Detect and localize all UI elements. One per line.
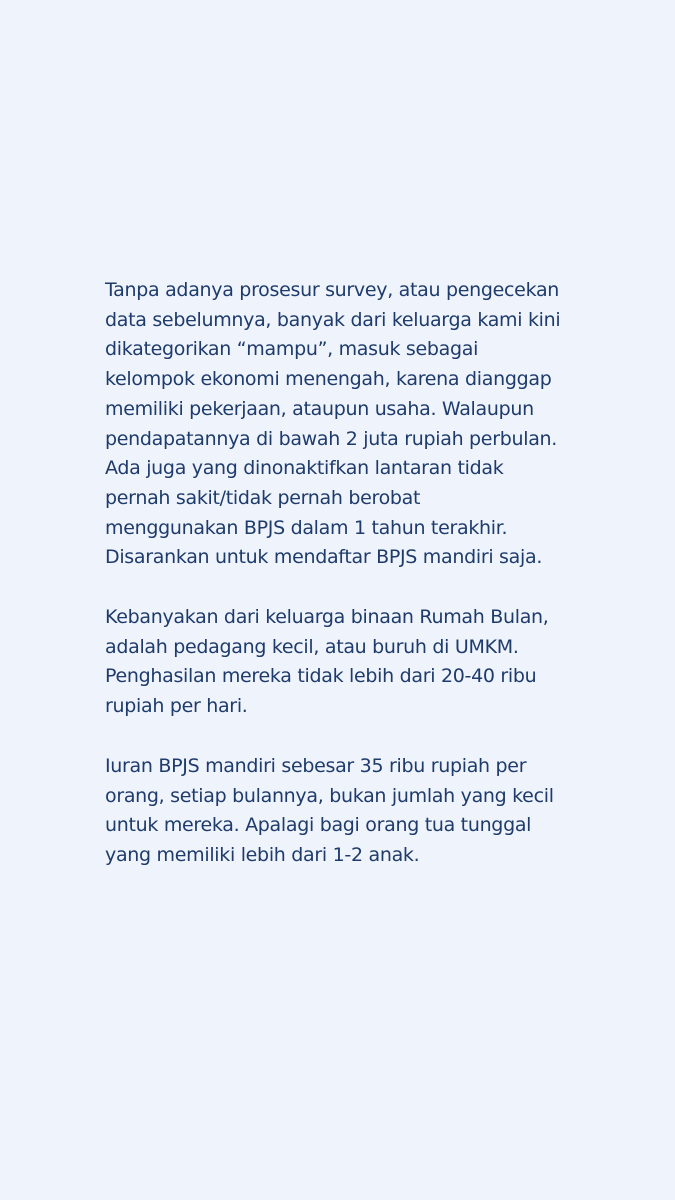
text-line: kelompok ekonomi menengah, karena dianggap [105,368,552,391]
text-line: yang memiliki lebih dari 1-2 anak. [105,843,420,866]
text-line: Kebanyakan dari keluarga binaan Rumah Bulan, [105,606,549,629]
text-line: rupiah per hari. [105,695,248,718]
text-line: memiliki pekerjaan, ataupun usaha. Walaupun [105,397,534,420]
text-line: orang, setiap bulannya, bukan jumlah yang kecil [105,784,554,807]
paragraph-income [105,603,605,722]
text-line: Disarankan untuk mendaftar BPJS mandiri saja. [105,546,543,569]
text-line: menggunakan BPJS dalam 1 tahun terakhir. [105,516,508,539]
text-line: Ada juga yang dinonaktifkan lantaran tidak [105,457,504,480]
text-line: pendapatannya di bawah 2 juta rupiah perbulan. [105,427,558,450]
story-text [105,276,605,901]
paragraph-survey [105,276,605,573]
paragraph-bpjs-fee [105,752,605,871]
text-line: Iuran BPJS mandiri sebesar 35 ribu rupiah per [105,754,527,777]
text-line: pernah sakit/tidak pernah berobat [105,486,421,509]
text-line: dikategorikan “mampu”, masuk sebagai [105,338,479,361]
text-line: untuk mereka. Apalagi bagi orang tua tunggal [105,814,532,837]
text-line: adalah pedagang kecil, atau buruh di UMKM. [105,635,519,658]
text-line: Tanpa adanya prosesur survey, atau pengecekan [105,279,560,301]
text-line: data sebelumnya, banyak dari keluarga kami kini [105,308,561,331]
text-line: Penghasilan mereka tidak lebih dari 20-40 ribu [105,665,537,688]
